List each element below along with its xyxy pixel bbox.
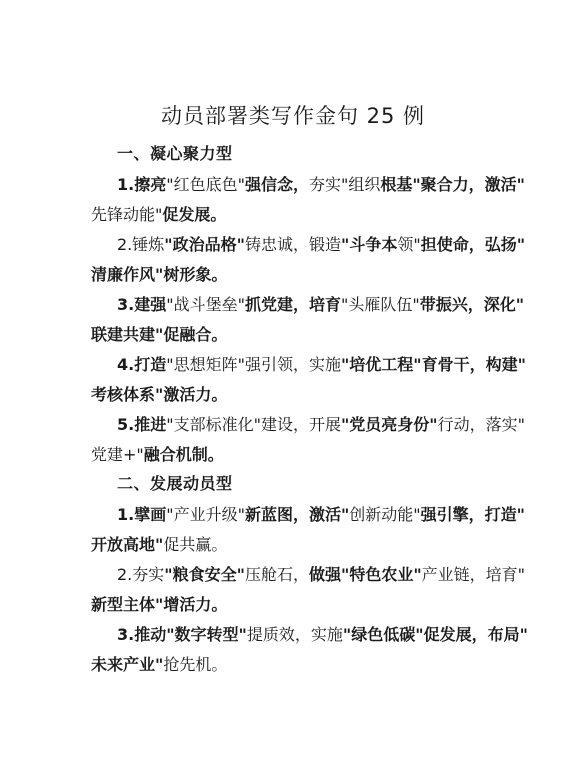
page-title: 动员部署类写作金句 25 例 — [160, 104, 426, 128]
text-run: "党员亮身份" — [340, 415, 438, 434]
text-run: 强引领，实施 — [244, 355, 341, 374]
section-heading-1: 一、凝心聚力型 — [117, 144, 233, 163]
text-run: 激活力。 — [163, 385, 228, 404]
text-run: "培优工程"育骨干，构建" — [340, 355, 526, 374]
item-line-continued — [91, 650, 497, 680]
text-run: "产业升级" — [166, 505, 245, 524]
text-run: 联建共建" — [91, 325, 164, 344]
text-run: 先锋动能" — [91, 205, 163, 224]
list-item — [91, 500, 526, 560]
text-run: 提质效，实施 — [246, 625, 343, 644]
item-line-continued — [91, 320, 497, 350]
text-run: 建设，开展 — [260, 415, 341, 434]
text-run: 党建+" — [91, 445, 144, 464]
text-run: "粮食安全" — [164, 565, 245, 584]
text-run: 领" — [397, 235, 421, 254]
text-run: "支部标准化" — [166, 415, 261, 434]
item-line-first — [117, 500, 526, 530]
text-run: 产业链，培育" — [421, 565, 526, 584]
item-line-continued — [91, 530, 497, 560]
list-item — [91, 350, 526, 410]
text-run: 新蓝图，激活" — [244, 505, 350, 524]
item-line-first — [117, 620, 528, 650]
text-run: 促共赢。 — [163, 535, 228, 554]
text-run: 促发展。 — [162, 205, 227, 224]
text-run: "头雁队伍" — [340, 295, 420, 314]
text-run: 强引擎，打造" — [420, 505, 526, 524]
text-run: 未来产业" — [91, 655, 164, 674]
text-run: 带振兴，深化" — [419, 295, 525, 314]
text-run: 抢先机。 — [163, 655, 228, 674]
list-item — [91, 410, 526, 470]
text-run: 开放高地" — [91, 535, 164, 554]
item-line-first — [117, 290, 525, 320]
text-run: 行动，落实" — [437, 415, 526, 434]
text-run: 融合机制。 — [143, 445, 224, 464]
text-run: "政治品格" — [164, 235, 245, 254]
text-run: 根基"聚合力，激活" — [380, 175, 526, 194]
text-run: 新型主体" — [91, 595, 164, 614]
item-line-first — [117, 350, 526, 380]
text-run: 2.锤炼 — [117, 235, 165, 254]
text-run: "数字转型" — [166, 625, 247, 644]
item-line-first — [117, 560, 526, 590]
section-heading-2: 二、发展动员型 — [117, 474, 233, 493]
text-run: "红色底色" — [166, 175, 245, 194]
text-run: 促发展，布局" — [423, 625, 528, 644]
text-run: "绿色低碳" — [342, 625, 424, 644]
item-line-continued — [91, 440, 497, 470]
list-item — [91, 290, 525, 350]
text-run: 清廉作风" — [91, 265, 164, 284]
text-run: 促融合。 — [163, 325, 228, 344]
text-run: 强信念， — [244, 175, 309, 194]
list-item — [91, 230, 526, 290]
text-run: 夯实"组织 — [308, 175, 381, 194]
text-run: 压舱石， — [244, 565, 309, 584]
text-run: 3.推动 — [117, 625, 167, 644]
text-run: 5.推进 — [117, 415, 167, 434]
text-run: "斗争本 — [340, 235, 398, 254]
text-run: 铸忠诚，锻造 — [244, 235, 341, 254]
list-item — [91, 560, 526, 620]
text-run: 2.夯实 — [117, 565, 165, 584]
text-run: 增活力。 — [163, 595, 228, 614]
list-item — [91, 170, 526, 230]
text-run: 1.擘画 — [117, 505, 167, 524]
text-run: 1.擦亮 — [117, 175, 167, 194]
item-line-first — [117, 170, 526, 200]
text-run: 做强"特色农业" — [308, 565, 422, 584]
text-run: 树形象。 — [163, 265, 228, 284]
list-item — [91, 620, 528, 680]
text-run: 抓党建，培育 — [244, 295, 341, 314]
text-run: "战斗堡垒" — [166, 295, 245, 314]
item-line-continued — [91, 260, 497, 290]
text-run: 担使命，弘扬" — [420, 235, 526, 254]
item-line-first — [117, 230, 526, 260]
item-line-continued — [91, 200, 497, 230]
text-run: "思想矩阵" — [166, 355, 245, 374]
text-run: 3.建强 — [117, 295, 167, 314]
item-line-continued — [91, 590, 497, 620]
text-run: 创新动能" — [349, 505, 421, 524]
text-run: 考核体系" — [91, 385, 164, 404]
item-line-continued — [91, 380, 497, 410]
text-run: 4.打造 — [117, 355, 167, 374]
item-line-first — [117, 410, 526, 440]
